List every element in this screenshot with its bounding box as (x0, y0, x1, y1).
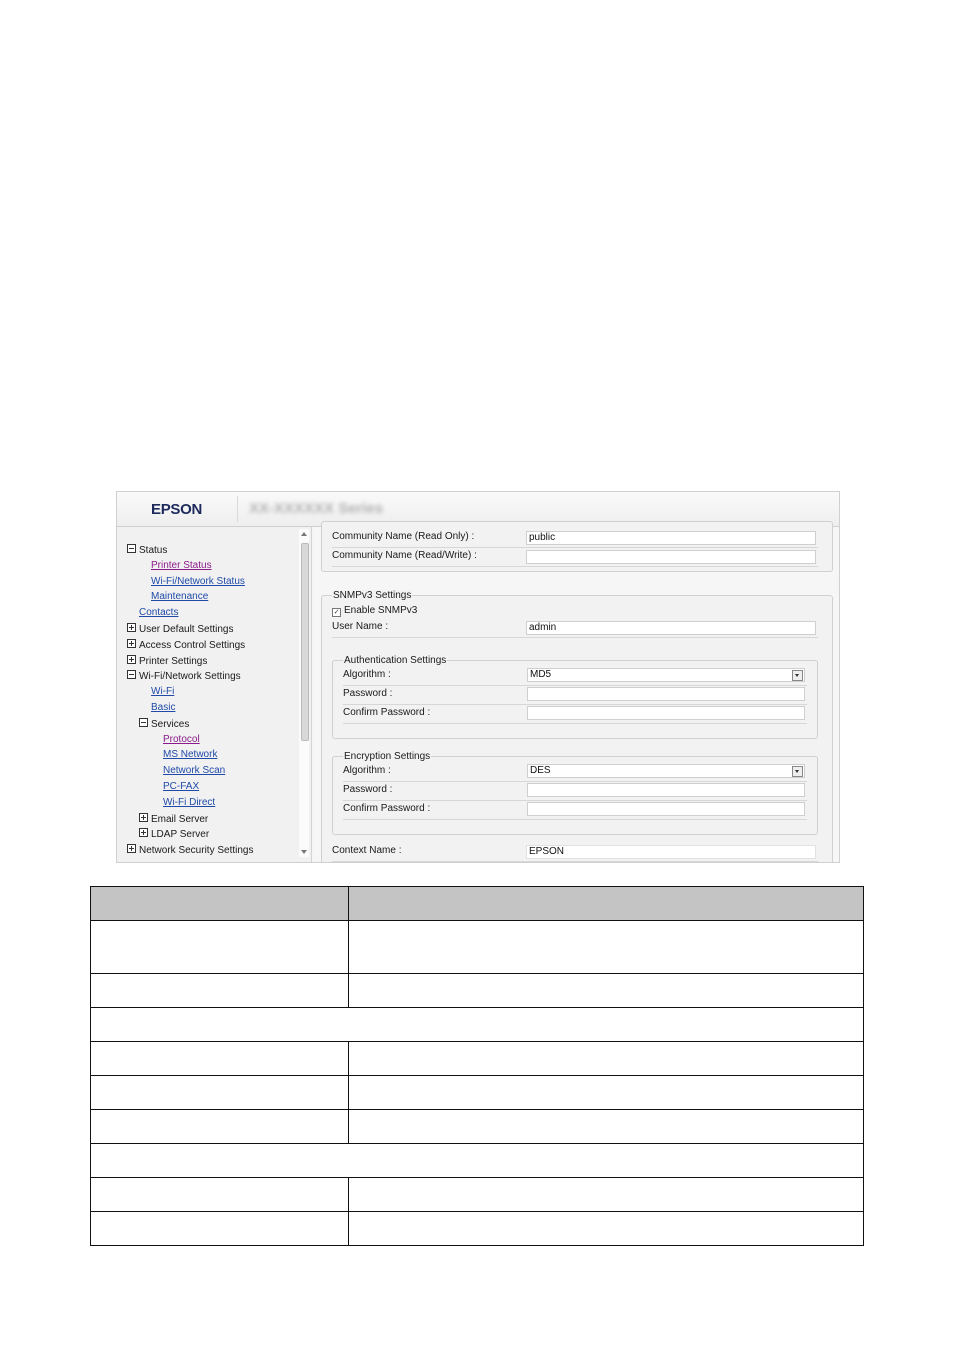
sidebar-item-label: Status (139, 545, 168, 556)
sidebar-item-label: Services (151, 719, 190, 730)
expand-icon[interactable] (139, 828, 148, 837)
sidebar-item-label: Wi-Fi/Network Settings (139, 671, 241, 682)
snmpv3-section (321, 590, 833, 863)
table-row (91, 1212, 864, 1246)
epson-logo: EPSON (151, 501, 203, 518)
sidebar-item-services[interactable] (139, 718, 189, 731)
enc-confirm-input[interactable] (527, 802, 805, 816)
table-cell (349, 1178, 864, 1212)
scroll-up-icon[interactable] (301, 532, 307, 536)
table-cell (91, 1110, 349, 1144)
sidebar-link-label[interactable]: Wi-Fi (151, 686, 175, 697)
sidebar-link-label[interactable]: Maintenance (151, 591, 209, 602)
sidebar-item-protocol[interactable] (163, 734, 200, 746)
enc-algorithm-label: Algorithm : (343, 765, 391, 776)
sidebar-link-label[interactable]: Network Scan (163, 765, 226, 776)
context-name-label: Context Name : (332, 845, 402, 856)
auth-algorithm-row (343, 666, 807, 686)
sidebar-item-status[interactable] (127, 544, 167, 557)
enable-snmpv3-row[interactable] (332, 605, 417, 617)
expand-icon[interactable] (127, 655, 136, 664)
table-cell (91, 1178, 349, 1212)
sidebar-item-ms-network[interactable] (163, 749, 217, 761)
main-panel (313, 527, 839, 862)
table-row (91, 1110, 864, 1144)
enc-confirm-label: Confirm Password : (343, 803, 431, 814)
sidebar-item-wi-fi-network-status[interactable] (151, 576, 245, 588)
sidebar-link-label[interactable]: PC-FAX (163, 781, 200, 792)
enc-algorithm-select[interactable] (527, 764, 805, 778)
sidebar-item-network-scan[interactable] (163, 765, 225, 777)
sidebar-item-wi-fi-direct[interactable] (163, 797, 215, 809)
collapse-icon[interactable] (127, 544, 136, 553)
sidebar-item-label: Email Server (151, 814, 209, 825)
settings-table (90, 886, 864, 1246)
sidebar-item-wi-fi-network-settings[interactable] (127, 670, 241, 683)
sidebar-item-access-control-settings[interactable] (127, 639, 245, 652)
encryption-section (332, 751, 818, 835)
table-cell (91, 921, 349, 974)
sidebar-item-maintenance[interactable] (151, 591, 208, 603)
header-divider (237, 496, 238, 522)
table-cell (91, 974, 349, 1008)
product-name-blurred: XX-XXXXXX Series (249, 500, 384, 517)
table-row (91, 1042, 864, 1076)
enable-snmpv3-label: Enable SNMPv3 (344, 605, 418, 616)
auth-confirm-label: Confirm Password : (343, 707, 431, 718)
sidebar-item-email-server[interactable] (139, 813, 208, 826)
enc-password-input[interactable] (527, 783, 805, 797)
username-row (332, 618, 818, 638)
sidebar-item-ldap-server[interactable] (139, 828, 209, 841)
table-header-cell (91, 887, 349, 921)
auth-password-label: Password : (343, 688, 393, 699)
sidebar-link-label[interactable]: Wi-Fi/Network Status (151, 576, 245, 587)
community-ro-row (332, 528, 818, 548)
sidebar-item-network-security-settings[interactable] (127, 844, 254, 857)
table-cell (349, 974, 864, 1008)
community-rw-row (332, 547, 818, 567)
expand-icon[interactable] (139, 813, 148, 822)
sidebar-item-label: Network Security Settings (139, 845, 254, 856)
authentication-section (332, 655, 818, 739)
sidebar-item-user-default-settings[interactable] (127, 623, 234, 636)
enc-password-row (343, 781, 807, 801)
table-header-row (91, 887, 864, 921)
sidebar-link-label[interactable]: Wi-Fi Direct (163, 797, 216, 808)
collapse-icon[interactable] (139, 718, 148, 727)
chevron-down-icon[interactable] (792, 670, 803, 681)
snmp-community-section (321, 521, 833, 572)
auth-algorithm-select[interactable] (527, 668, 805, 682)
auth-password-row (343, 685, 807, 705)
context-name-row (332, 842, 818, 862)
table-cell (349, 1110, 864, 1144)
sidebar-link-label[interactable]: Contacts (139, 607, 179, 618)
table-cell (91, 1076, 349, 1110)
sidebar-item-label: Access Control Settings (139, 640, 246, 651)
auth-password-input[interactable] (527, 687, 805, 701)
collapse-icon[interactable] (127, 670, 136, 679)
web-config-screenshot (116, 491, 840, 863)
table-row (91, 1178, 864, 1212)
table-row (91, 921, 864, 974)
sidebar-item-label: User Default Settings (139, 624, 234, 635)
scroll-down-icon[interactable] (301, 850, 307, 854)
sidebar-link-label[interactable]: Printer Status (151, 560, 212, 571)
table-cell (349, 921, 864, 974)
expand-icon[interactable] (127, 844, 136, 853)
sidebar-scrollbar[interactable] (299, 529, 309, 857)
table-section-row (91, 1008, 864, 1042)
table-cell (91, 1042, 349, 1076)
table-cell (349, 1212, 864, 1246)
sidebar-item-wi-fi[interactable] (151, 686, 174, 698)
username-label: User Name : (332, 621, 389, 632)
enc-algorithm-row (343, 762, 807, 782)
table-cell (91, 1144, 864, 1178)
context-name-input[interactable]: EPSON (526, 845, 816, 859)
community-rw-label: Community Name (Read/Write) : (332, 550, 477, 561)
table-cell (349, 1076, 864, 1110)
enable-snmpv3-checkbox[interactable]: ✓ (333, 609, 340, 616)
sidebar-item-label: Printer Settings (139, 656, 208, 667)
enc-algorithm-value: DES (530, 765, 551, 776)
community-rw-input[interactable] (526, 550, 816, 564)
auth-confirm-input[interactable] (527, 706, 805, 720)
table-cell (349, 1042, 864, 1076)
scrollbar-thumb[interactable] (301, 543, 309, 741)
sidebar-link-label[interactable]: Basic (151, 702, 176, 713)
table-row (91, 1076, 864, 1110)
auth-algorithm-value: MD5 (530, 669, 552, 680)
table-row (91, 974, 864, 1008)
sidebar-item-label: LDAP Server (151, 829, 210, 840)
auth-confirm-row (343, 704, 807, 724)
table-cell (91, 1008, 864, 1042)
sidebar (117, 527, 312, 862)
enc-legend: Encryption Settings (344, 751, 431, 762)
table-header-cell (349, 887, 864, 921)
expand-icon[interactable] (127, 639, 136, 648)
sidebar-item-contacts[interactable] (139, 607, 178, 619)
sidebar-item-pc-fax[interactable] (163, 781, 199, 793)
enc-password-label: Password : (343, 784, 393, 795)
sidebar-link-label[interactable]: Protocol (163, 734, 200, 745)
snmpv3-legend: SNMPv3 Settings (333, 590, 412, 601)
auth-legend: Authentication Settings (344, 655, 447, 666)
sidebar-link-label[interactable]: MS Network (163, 749, 218, 760)
expand-icon[interactable] (127, 623, 136, 632)
username-input[interactable]: admin (526, 621, 816, 635)
sidebar-item-printer-status[interactable] (151, 560, 212, 572)
sidebar-item-printer-settings[interactable] (127, 655, 207, 668)
sidebar-item-basic[interactable] (151, 702, 175, 714)
table-section-row (91, 1144, 864, 1178)
table-cell (91, 1212, 349, 1246)
community-ro-input[interactable]: public (526, 531, 816, 545)
chevron-down-icon[interactable] (792, 766, 803, 777)
enc-confirm-row (343, 800, 807, 820)
auth-algorithm-label: Algorithm : (343, 669, 391, 680)
community-ro-label: Community Name (Read Only) : (332, 531, 475, 542)
